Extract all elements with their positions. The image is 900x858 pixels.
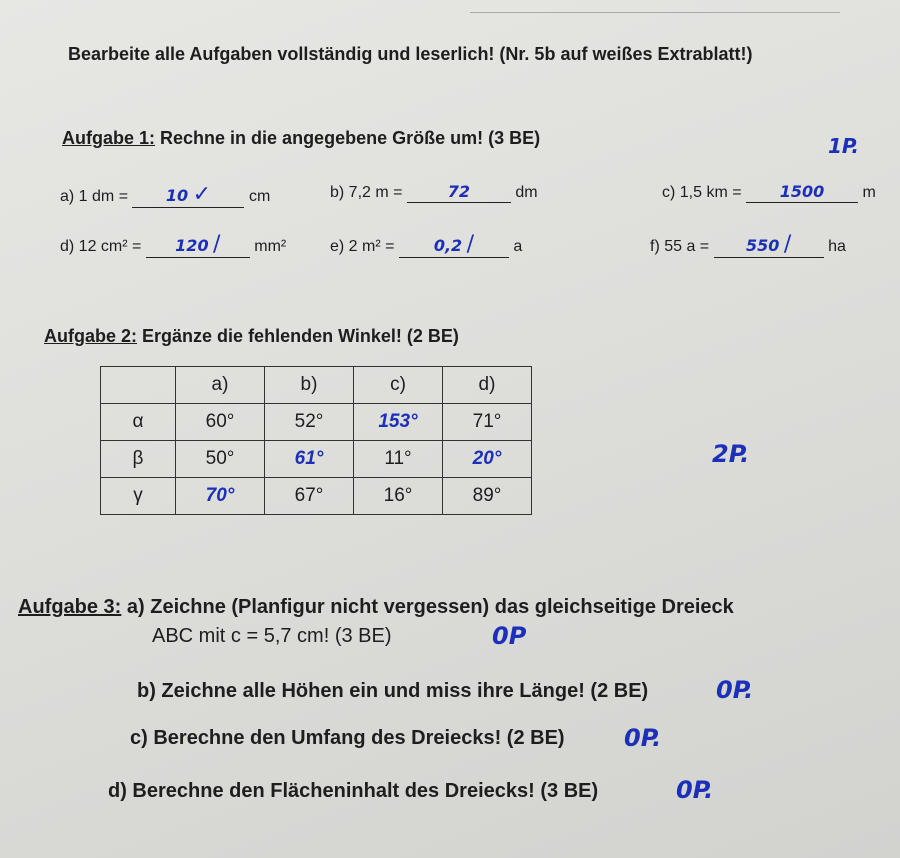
table-cell [443, 441, 532, 478]
table-cell [354, 404, 443, 441]
table-cell: 67° [265, 478, 354, 515]
handwritten-cell: 153° [378, 411, 418, 432]
answer-value: 0,2 [433, 236, 463, 255]
task3-a-line2: ABC mit c = 5,7 cm! (3 BE) [152, 625, 392, 647]
task3-a-score: 0P [492, 622, 527, 650]
task1-heading [62, 128, 540, 149]
item-unit: mm² [254, 238, 287, 255]
item-unit: m [862, 184, 876, 201]
row-label: β [101, 441, 176, 478]
task2-score: 2P. [712, 440, 750, 468]
item-unit: dm [515, 184, 538, 201]
table-cell: 60° [176, 404, 265, 441]
item-unit: cm [248, 188, 271, 205]
task3-a-line1: a) Zeichne (Planfigur nicht vergessen) das gleichseitige Dreieck [126, 596, 734, 618]
handwritten-cell: 70° [205, 485, 235, 506]
task3-d: d) Berechne den Flächeninhalt des Dreiecks! (3 BE) [108, 780, 599, 802]
item-label: d) 12 cm² = [60, 238, 142, 255]
table-row [101, 478, 532, 515]
instruction-header: Bearbeite alle Aufgaben vollständig und leserlich! (Nr. 5b auf weißes Extrablatt!) [68, 44, 753, 64]
table-corner [101, 367, 176, 404]
task1-item-f [650, 232, 846, 258]
table-row [101, 404, 532, 441]
column-header: d) [443, 367, 532, 404]
angle-table [100, 366, 532, 515]
table-cell [176, 478, 265, 515]
task3-c: c) Berechne den Umfang des Dreiecks! (2 BE) [130, 727, 565, 749]
task3-heading [18, 596, 734, 619]
answer-blank: 0,2 / [399, 232, 509, 258]
task1-item-d [60, 232, 286, 258]
row-label: γ [101, 478, 176, 515]
table-cell: 16° [354, 478, 443, 515]
task3-b-score: 0P. [716, 676, 754, 704]
task3-d-score: 0P. [676, 776, 714, 804]
answer-blank: 120 / [146, 232, 250, 258]
task2-heading [44, 326, 459, 347]
table-cell: 50° [176, 441, 265, 478]
answer-blank: 550 / [714, 232, 824, 258]
top-edge-strip [470, 0, 840, 13]
task1-item-c [662, 182, 876, 203]
task2-instruction: Ergänze die fehlenden Winkel! (2 BE) [142, 326, 459, 346]
table-row [101, 441, 532, 478]
answer-value: 72 [447, 182, 471, 201]
item-label: a) 1 dm = [60, 188, 129, 205]
task1-score: 1P. [828, 134, 860, 158]
item-label: b) 7,2 m = [330, 184, 403, 201]
answer-blank: 10 ✓ [132, 182, 244, 208]
task1-instruction: Rechne in die angegebene Größe um! (3 BE) [160, 128, 541, 148]
task3-b: b) Zeichne alle Höhen ein und miss ihre Länge! (2 BE) [137, 680, 649, 702]
task3-title: Aufgabe 3: [18, 596, 122, 618]
table-cell: 11° [354, 441, 443, 478]
task1-item-b [330, 182, 538, 203]
handwritten-cell: 20° [472, 448, 502, 469]
table-cell: 52° [265, 404, 354, 441]
row-label: α [101, 404, 176, 441]
item-unit: ha [828, 238, 846, 255]
table-cell: 71° [443, 404, 532, 441]
task1-item-e [330, 232, 522, 258]
column-header: a) [176, 367, 265, 404]
column-header: b) [265, 367, 354, 404]
item-unit: a [513, 238, 523, 255]
task1-title: Aufgabe 1: [62, 128, 156, 148]
table-cell: 89° [443, 478, 532, 515]
answer-value: 120 [175, 236, 209, 255]
task2-title: Aufgabe 2: [44, 326, 138, 346]
table-cell [265, 441, 354, 478]
answer-blank [746, 182, 858, 203]
answer-value: 10 [165, 186, 189, 205]
column-header: c) [354, 367, 443, 404]
task1-item-a [60, 182, 270, 208]
item-label: f) 55 a = [650, 238, 710, 255]
item-label: e) 2 m² = [330, 238, 395, 255]
item-label: c) 1,5 km = [662, 184, 742, 201]
answer-blank [407, 182, 511, 203]
answer-value: 1500 [779, 182, 825, 201]
task3-c-score: 0P. [624, 724, 662, 752]
answer-value: 550 [745, 236, 780, 255]
handwritten-cell: 61° [294, 448, 324, 469]
table-header-row [101, 367, 532, 404]
